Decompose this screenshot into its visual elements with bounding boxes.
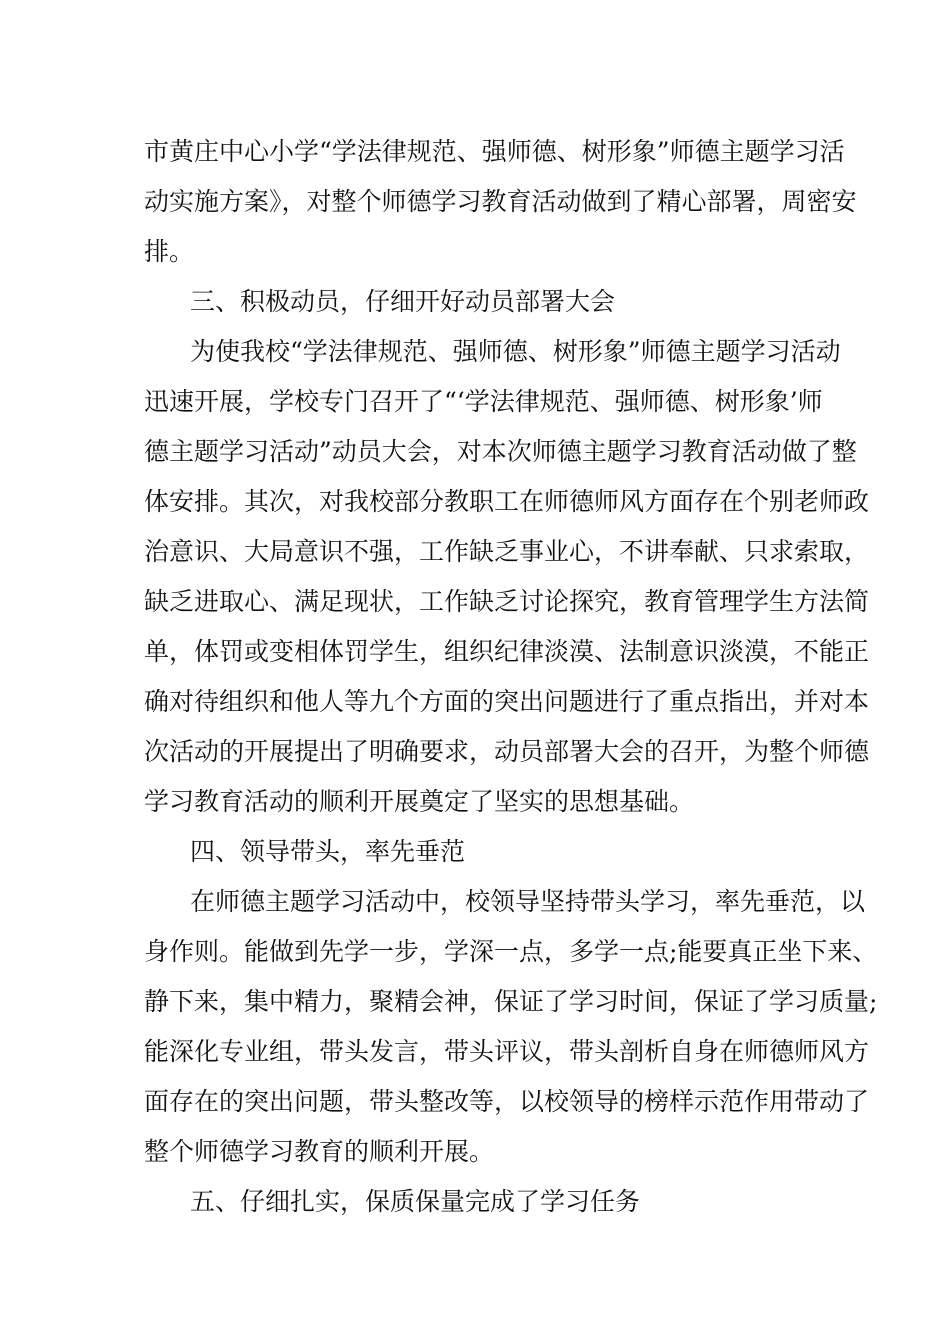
- body-text-line: 次活动的开展提出了明确要求，动员部署大会的召开，为整个师德: [144, 737, 870, 766]
- body-text-line: 能深化专业组，带头发言，带头评议，带头剖析自身在师德师风方: [144, 1037, 870, 1066]
- section-heading: 三、积极动员，仔细开好动员部署大会: [190, 287, 616, 316]
- body-text-line: 面存在的突出问题，带头整改等，以校领导的榜样示范作用带动了: [144, 1087, 870, 1116]
- body-text-line: 单，体罚或变相体罚学生，组织纪律淡漠、法制意识淡漠，不能正: [144, 637, 870, 666]
- body-text-line: 动实施方案》，对整个师德学习教育活动做到了精心部署，周密安: [144, 187, 857, 216]
- body-text-line: 整个师德学习教育的顺利开展。: [144, 1137, 495, 1166]
- body-text-line: 缺乏进取心、满足现状，工作缺乏讨论探究，教育管理学生方法简: [144, 587, 870, 616]
- body-text-line: 治意识、大局意识不强，工作缺乏事业心，不讲奉献、只求索取，: [144, 537, 870, 566]
- body-text-line: 身作则。能做到先学一步，学深一点，多学一点;能要真正坐下来、: [144, 937, 878, 966]
- body-text-line: 学习教育活动的顺利开展奠定了坚实的思想基础。: [144, 787, 695, 816]
- body-text-line: 迅速开展，学校专门召开了“‘学法律规范、强师德、树形象’师: [144, 387, 823, 416]
- body-text-line: 静下来，集中精力，聚精会神，保证了学习时间，保证了学习质量;: [144, 987, 878, 1016]
- section-heading: 四、领导带头，率先垂范: [190, 837, 466, 866]
- paragraph-first-line: 为使我校“学法律规范、强师德、树形象”师德主题学习活动: [190, 337, 841, 366]
- paragraph-first-line: 在师德主题学习活动中，校领导坚持带头学习，率先垂范，以: [190, 887, 866, 916]
- body-text-line: 体安排。其次，对我校部分教职工在师德师风方面存在个别老师政: [144, 487, 870, 516]
- body-text-line: 确对待组织和他人等九个方面的突出问题进行了重点指出，并对本: [144, 687, 870, 716]
- body-text-line: 市黄庄中心小学“学法律规范、强师德、树形象”师德主题学习活: [144, 137, 845, 166]
- section-heading: 五、仔细扎实，保质保量完成了学习任务: [190, 1187, 641, 1216]
- body-text-line: 排。: [144, 237, 195, 266]
- body-text-line: 德主题学习活动”动员大会，对本次师德主题学习教育活动做了整: [144, 437, 857, 466]
